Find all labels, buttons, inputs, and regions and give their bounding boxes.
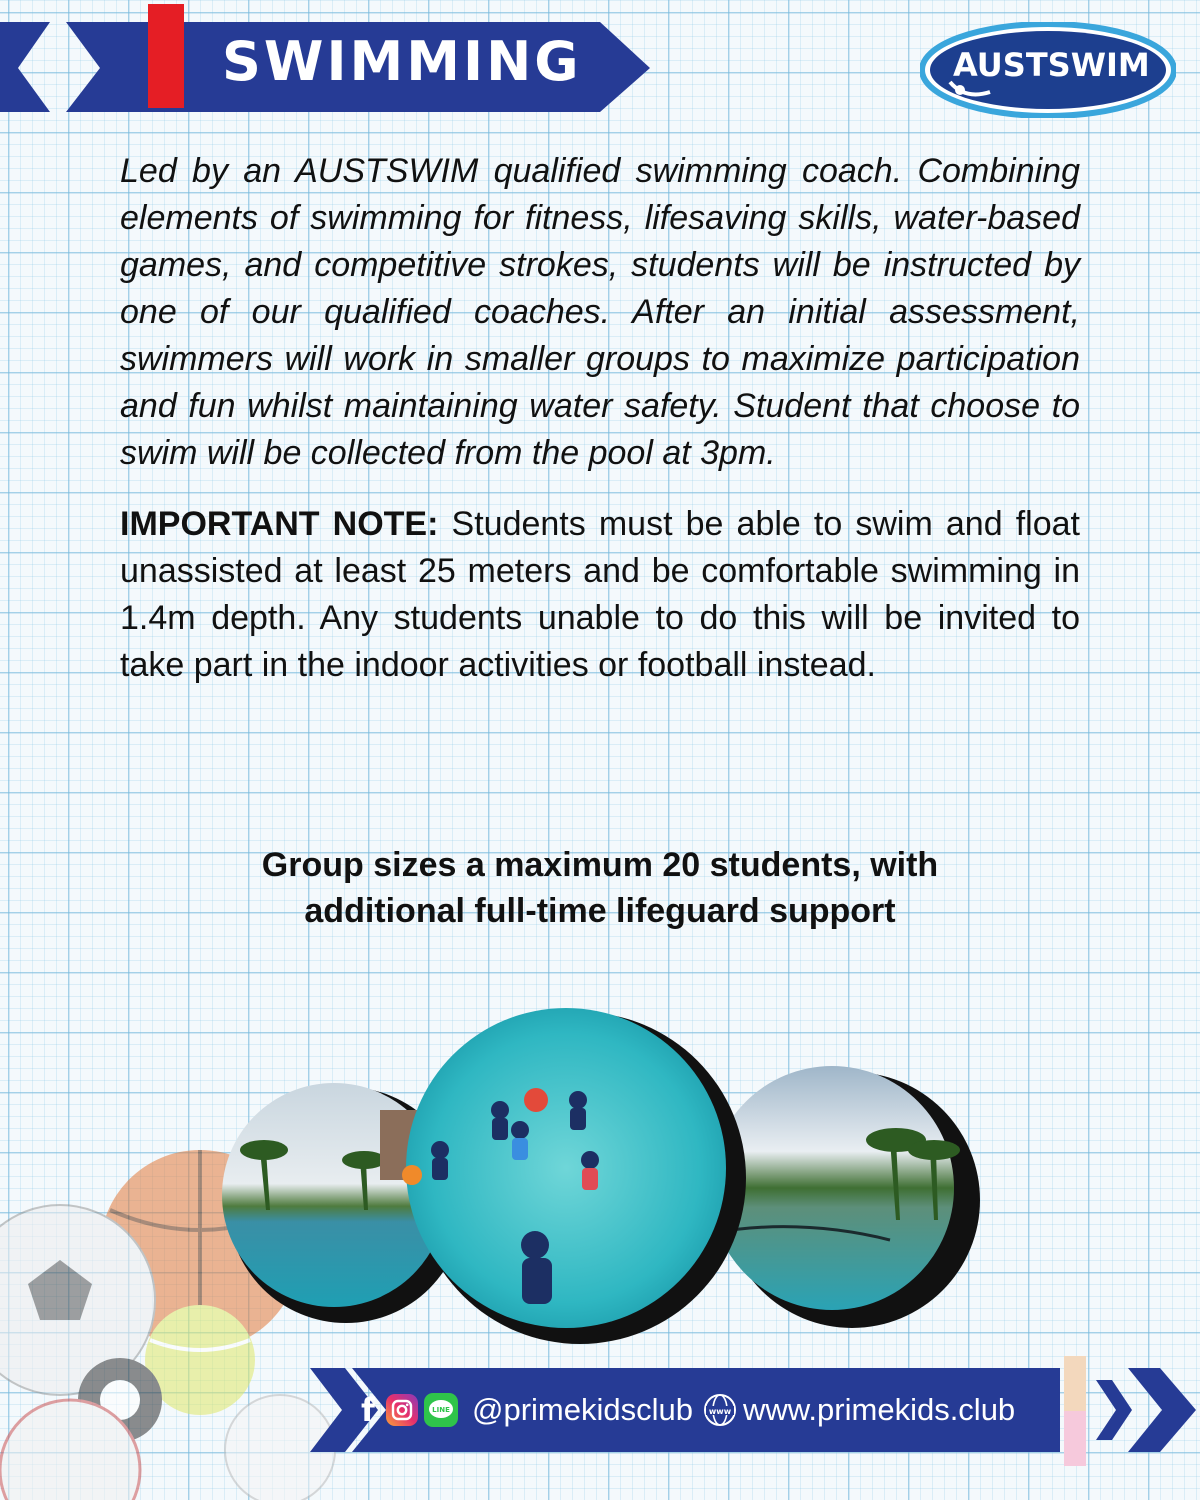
facebook-icon[interactable]: f xyxy=(361,1391,375,1429)
footer xyxy=(356,1388,1015,1432)
globe-icon-label: www xyxy=(708,1407,732,1416)
social-handle[interactable]: @primekidsclub xyxy=(472,1392,693,1427)
intro-paragraph: Led by an AUSTSWIM qualified swimming coach. Combining elements of swimming for fitness, lifesaving skills, water-based games, and competitive strokes, students will be instructed by one of our qualified coaches. After an initial assessment, swimmers will work in smaller groups to maximize participation and fun whilst maintaining water safety. Student that choose to swim will be collected from the pool at 3pm. xyxy=(120,152,1080,472)
logo-text: AUSTSWIM xyxy=(953,46,1150,84)
website-link[interactable]: www.primekids.club xyxy=(742,1392,1016,1427)
photo-circle-right xyxy=(710,1066,980,1328)
instagram-icon[interactable] xyxy=(386,1394,418,1426)
line-icon[interactable] xyxy=(424,1393,458,1427)
photo-circle-center xyxy=(402,1008,746,1344)
globe-icon xyxy=(703,1393,737,1427)
page-title: SWIMMING xyxy=(222,30,582,93)
group-line-2: additional full-time lifeguard support xyxy=(304,892,896,930)
line-icon-label: LINE xyxy=(432,1406,450,1414)
note-text: Students must be able to swim and float unassisted at least 25 meters and be comfortable swimming in 1.4m depth. Any students unable to do this will be invited to take part in the indoor activities or football instead. xyxy=(120,505,1080,684)
group-line-1: Group sizes a maximum 20 students, with xyxy=(261,846,939,884)
note-label: IMPORTANT NOTE: xyxy=(120,505,439,543)
